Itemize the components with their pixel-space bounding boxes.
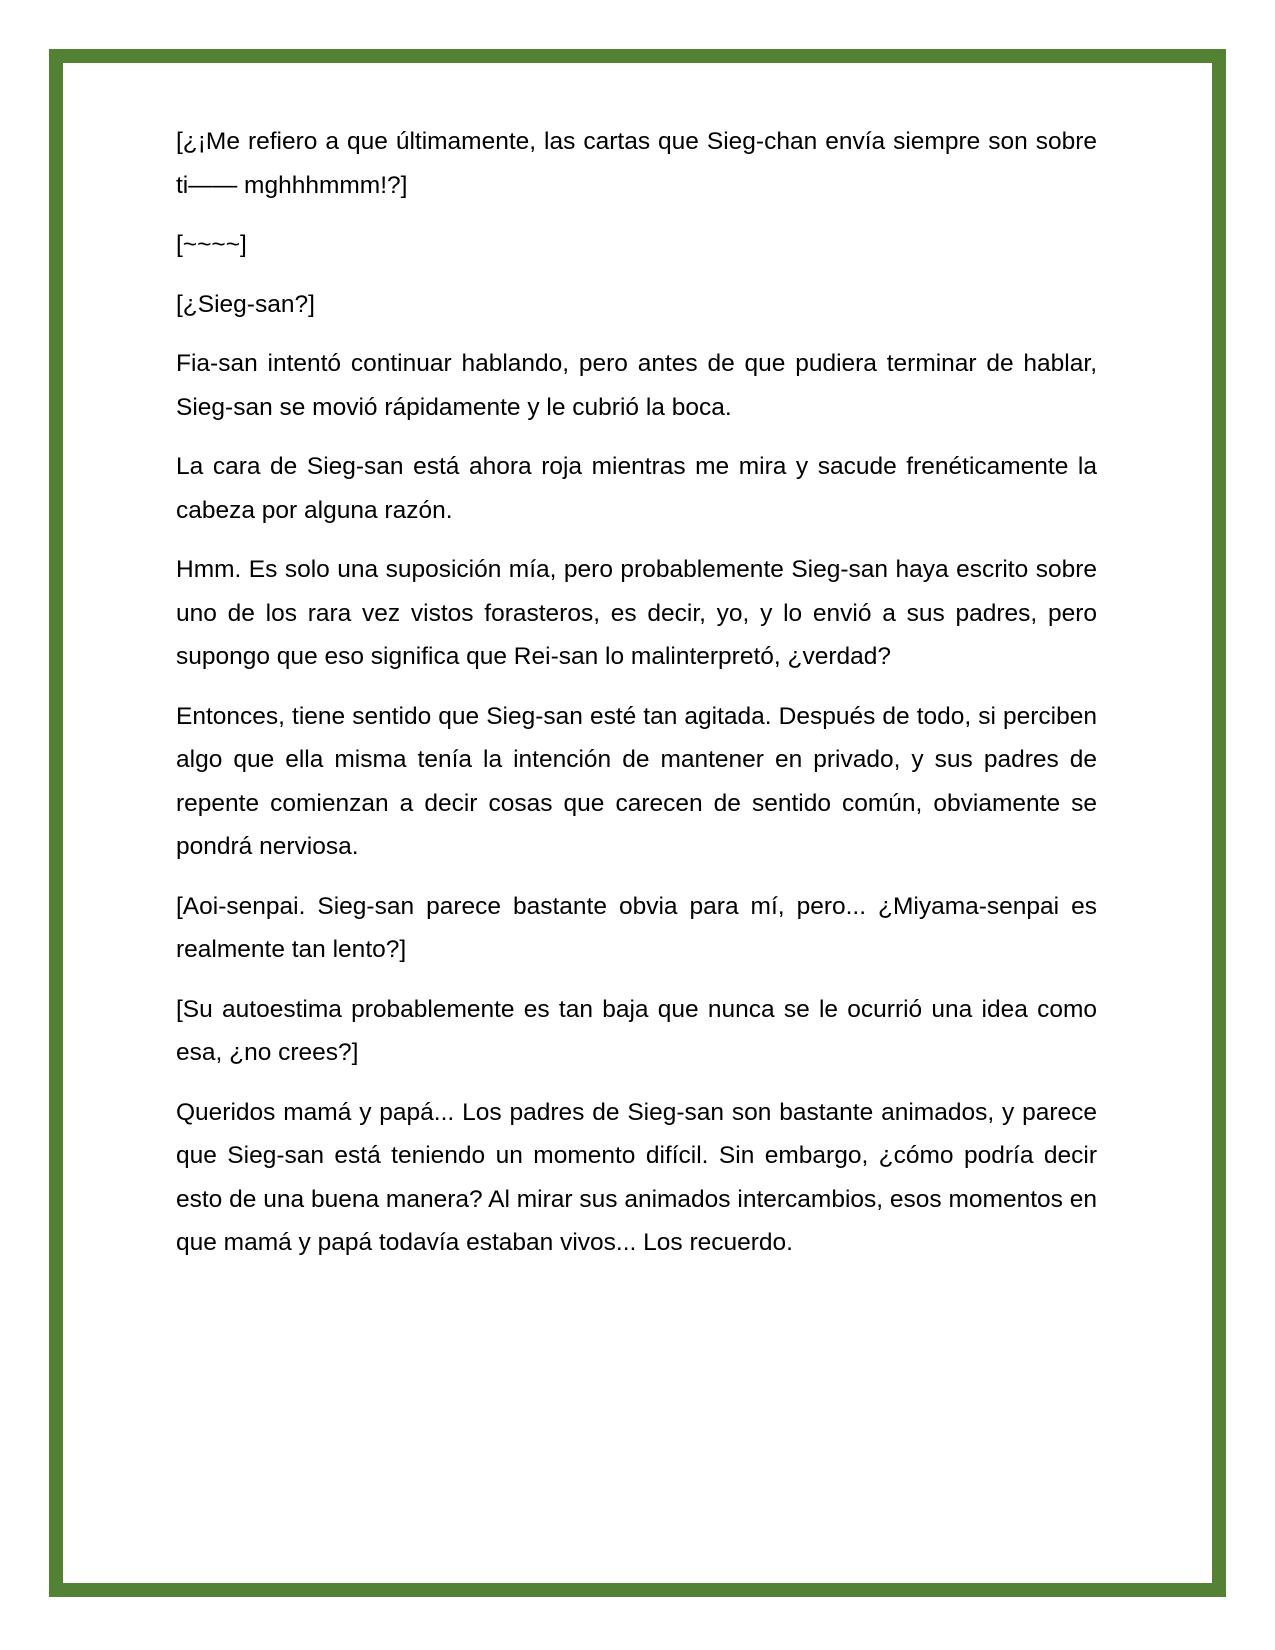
- paragraph-6: Hmm. Es solo una suposición mía, pero probablemente Sieg-san haya escrito sobre uno de los rara vez vistos forasteros, es decir, yo, y lo envió a sus padres, pero supongo que eso significa que Rei-san lo malinterpretó, ¿verdad?: [176, 556, 1097, 670]
- paragraph-5: La cara de Sieg-san está ahora roja mientras me mira y sacude frenéticamente la cabeza por alguna razón.: [176, 453, 1097, 524]
- paragraph-9: [Su autoestima probablemente es tan baja que nunca se le ocurrió una idea como esa, ¿no crees?]: [176, 995, 1097, 1066]
- paragraph-10: Queridos mamá y papá... Los padres de Sieg-san son bastante animados, y parece que Sieg-san está teniendo un momento difícil. Sin embargo, ¿cómo podría decir esto de una buena manera? Al mirar sus animados intercambios, esos momentos en que mamá y papá todavía estaban vivos... Los recuerdo.: [176, 1098, 1097, 1256]
- paragraph-4: Fia-san intentó continuar hablando, pero antes de que pudiera terminar de hablar, Sieg-san se movió rápidamente y le cubrió la boca.: [176, 350, 1097, 421]
- paragraph-2: [~~~~]: [176, 231, 247, 258]
- paragraph-3: [¿Sieg-san?]: [176, 290, 315, 318]
- paragraph-1: [¿¡Me refiero a que últimamente, las cartas que Sieg-chan envía siempre son sobre ti—— mghhhmmm!?]: [176, 128, 1097, 199]
- document-body: [176, 120, 1097, 1281]
- paragraph-8: [Aoi-senpai. Sieg-san parece bastante obvia para mí, pero... ¿Miyama-senpai es realmente tan lento?]: [176, 892, 1097, 963]
- paragraph-7: Entonces, tiene sentido que Sieg-san esté tan agitada. Después de todo, si perciben algo que ella misma tenía la intención de mantener en privado, y sus padres de repente comienzan a decir cosas que carecen de sentido común, obviamente se pondrá nerviosa.: [176, 702, 1097, 860]
